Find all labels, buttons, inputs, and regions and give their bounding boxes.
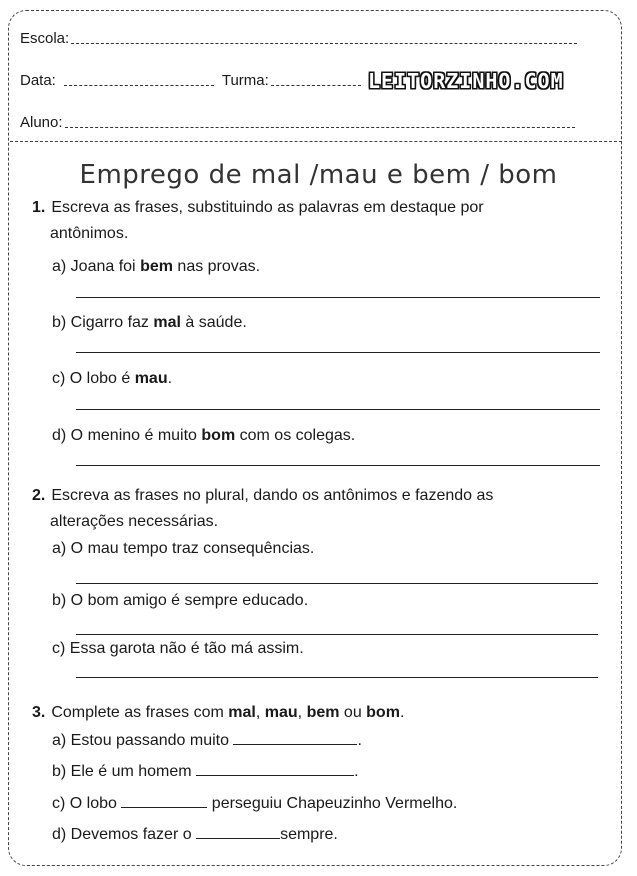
list-item: b) Cigarro faz mal à saúde.: [52, 314, 247, 331]
fill-blank[interactable]: [196, 761, 354, 776]
answer-line[interactable]: [76, 352, 600, 353]
question-text: Escreva as frases, substituindo as palavras em destaque por: [51, 199, 484, 216]
class-label: Turma:: [221, 72, 269, 89]
question-1: [32, 195, 484, 247]
list-item: a) O mau tempo traz consequências.: [52, 540, 315, 557]
student-row: [20, 114, 575, 131]
list-item: d) O menino é muito bom com os colegas.: [52, 427, 356, 444]
page-title: Emprego de mal /mau e bem / bom: [79, 160, 558, 190]
fill-blank[interactable]: [196, 824, 280, 839]
answer-line[interactable]: [76, 677, 598, 678]
brand-logo: LEITORZINHO.COM: [368, 69, 564, 93]
school-field[interactable]: [71, 42, 577, 44]
list-item: a) Joana foi bem nas provas.: [52, 258, 261, 275]
list-item: b) Ele é um homem .: [52, 763, 359, 780]
list-item: d) Devemos fazer o sempre.: [52, 826, 338, 843]
list-item: c) O lobo é mau.: [52, 370, 173, 387]
list-item: b) O bom amigo é sempre educado.: [52, 592, 309, 609]
question-text: alterações necessárias.: [50, 513, 219, 530]
question-2: [32, 483, 493, 535]
question-3: 3. Complete as frases com mal, mau, bem ou bom.: [32, 704, 405, 721]
list-item: a) Estou passando muito .: [52, 732, 362, 749]
fill-blank[interactable]: [121, 793, 207, 808]
answer-line[interactable]: [76, 634, 598, 635]
question-number: 2.: [32, 487, 46, 504]
date-field[interactable]: [64, 84, 214, 86]
school-row: [20, 30, 577, 47]
list-item: c) Essa garota não é tão má assim.: [52, 640, 304, 657]
date-label: Data:: [20, 72, 56, 89]
list-item: c) O lobo perseguiu Chapeuzinho Vermelho.: [52, 795, 458, 812]
answer-line[interactable]: [76, 297, 600, 298]
answer-line[interactable]: [76, 583, 598, 584]
header-separator: [10, 141, 622, 142]
class-field[interactable]: [271, 84, 361, 86]
fill-blank[interactable]: [233, 730, 357, 745]
student-label: Aluno:: [20, 114, 63, 131]
question-text: antônimos.: [50, 225, 129, 242]
answer-line[interactable]: [76, 409, 600, 410]
date-row: [20, 72, 361, 89]
school-label: Escola:: [20, 30, 70, 47]
student-field[interactable]: [65, 126, 575, 128]
answer-line[interactable]: [76, 465, 600, 466]
question-text: Escreva as frases no plural, dando os antônimos e fazendo as: [51, 487, 494, 504]
question-number: 3.: [32, 704, 46, 721]
question-number: 1.: [32, 199, 46, 216]
